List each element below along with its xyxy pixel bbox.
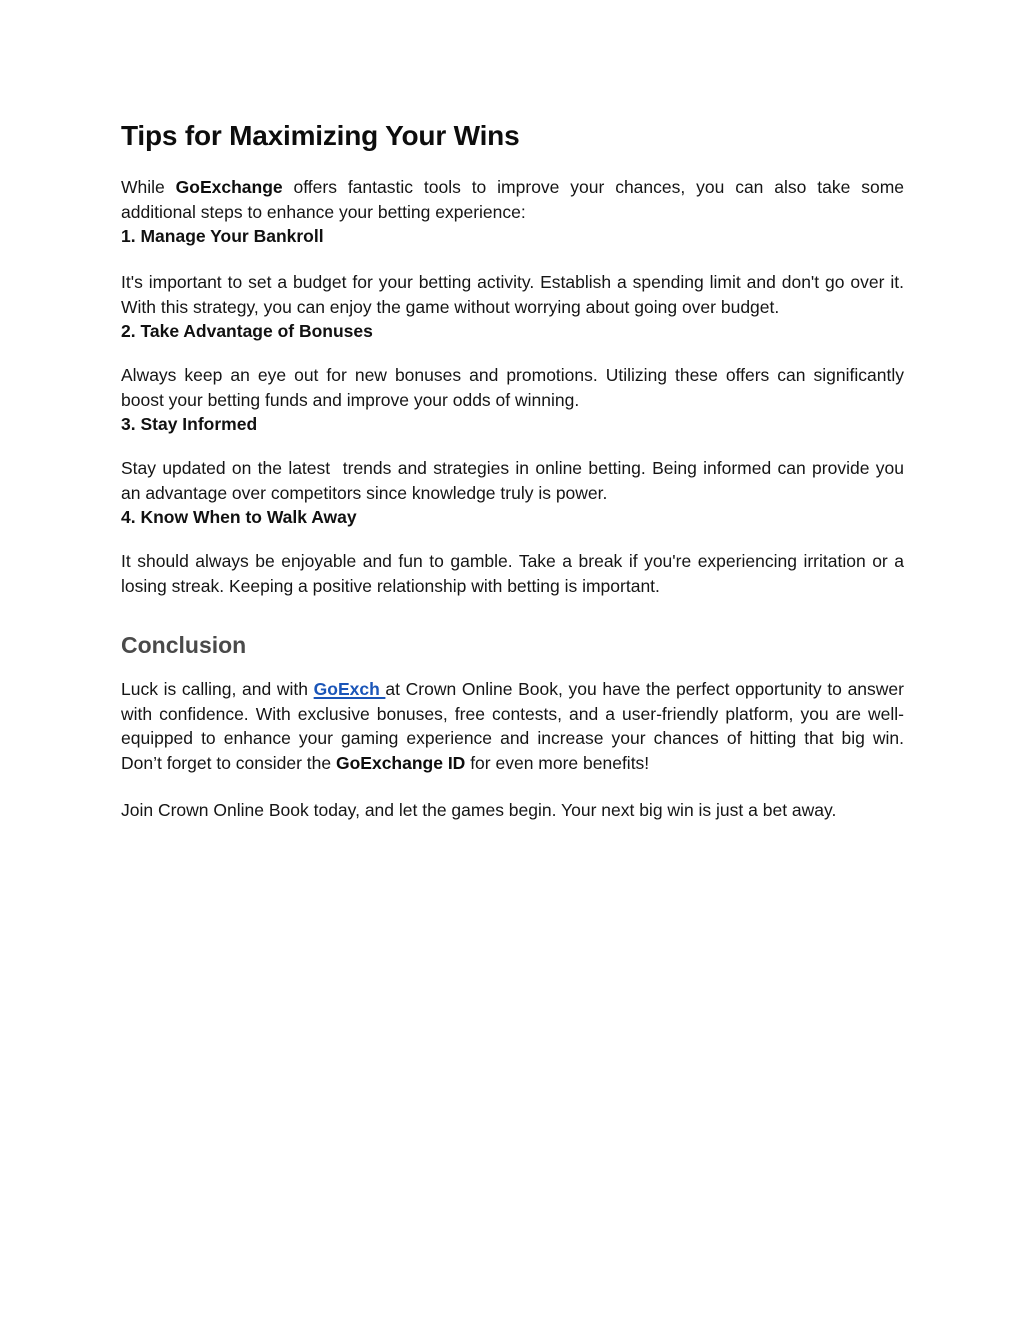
section-body-bankroll: It's important to set a budget for your betting activity. Establish a spending limit and don't go over it. With this strategy, you can enjoy the game without worrying about going over budget.: [121, 272, 904, 317]
section-heading-bankroll: 1. Manage Your Bankroll: [121, 226, 324, 246]
conclusion-heading: Conclusion: [121, 632, 247, 658]
section-body-walk-away: It should always be enjoyable and fun to gamble. Take a break if you're experiencing irritation or a losing streak. Keeping a positive relationship with betting is important.: [121, 551, 904, 596]
goexchange-id-bold: GoExchange ID: [335, 752, 466, 773]
article-body: [121, 112, 909, 823]
intro-text-before: While: [121, 177, 176, 197]
goexch-link[interactable]: GoExch: [313, 679, 386, 699]
conclusion-text-after: for even more benefits!: [465, 752, 650, 773]
conclusion-paragraph: [121, 677, 904, 775]
section-heading-bonuses: 2. Take Advantage of Bonuses: [121, 321, 373, 341]
brand-name: GoExchange: [175, 177, 283, 197]
conclusion-text-before: Luck is calling, and with: [121, 679, 314, 699]
conclusion-text-middle: at Crown Online Book, you have the perfect opportunity to answer with confidence. With exclusive bonuses, free contests, and a user-friendly platform, you are well-equipped to enhance your gaming experience and increase your chances of hitting that big win. Don’t forget to consider the: [121, 679, 904, 773]
intro-text-after: offers fantastic tools to improve your chances, you can also take some additional steps to enhance your betting experience:: [121, 177, 904, 222]
section-heading-walk-away: 4. Know When to Walk Away: [121, 507, 357, 527]
intro-paragraph: [121, 175, 904, 224]
section-body-informed: Stay updated on the latest trends and strategies in online betting. Being informed can provide you an advantage over competitors since knowledge truly is power.: [121, 458, 909, 503]
closing-paragraph: Join Crown Online Book today, and let the games begin. Your next big win is just a bet away.: [121, 800, 837, 820]
section-body-bonuses: Always keep an eye out for new bonuses and promotions. Utilizing these offers can significantly boost your betting funds and improve your odds of winning.: [121, 365, 904, 410]
page-title: Tips for Maximizing Your Wins: [121, 120, 520, 151]
section-heading-informed: 3. Stay Informed: [121, 414, 258, 434]
